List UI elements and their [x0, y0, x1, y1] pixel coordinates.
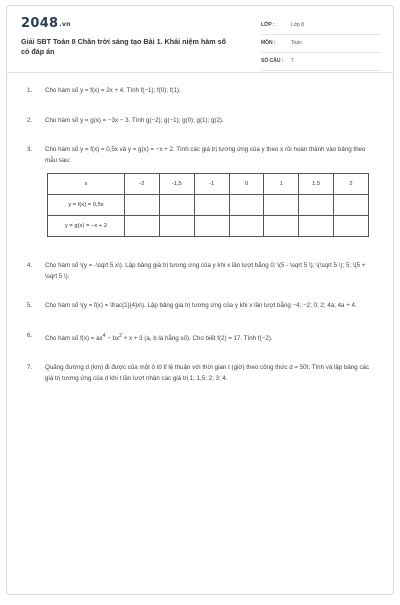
- table-cell-empty: [229, 216, 264, 237]
- table-cell-empty: [334, 216, 369, 237]
- table-cell-empty: [299, 216, 334, 237]
- site-logo[interactable]: [21, 16, 71, 31]
- question-number: 1.: [27, 87, 33, 94]
- table-cell: -1,5: [159, 174, 194, 195]
- question-list: [7, 86, 393, 384]
- meta-value: Lớp 8: [291, 22, 305, 28]
- question-number: 5.: [27, 302, 33, 309]
- meta-value: Toán: [291, 40, 302, 46]
- table-cell: 2: [334, 174, 369, 195]
- meta-label: SỐ CÂU :: [261, 58, 284, 64]
- values-table: [47, 173, 369, 237]
- question-text: [45, 332, 273, 342]
- question-number: 3.: [27, 146, 33, 153]
- table-cell-empty: [159, 216, 194, 237]
- question-number: 6.: [27, 331, 33, 339]
- question-1: [7, 86, 393, 97]
- table-cell-empty: [264, 195, 299, 216]
- table-cell: 0: [229, 174, 264, 195]
- meta-row-class: [261, 19, 381, 35]
- question-text: Cho hàm số y = f(x) = 2x + 4. Tính f(−1); f(0); f(1).: [45, 87, 181, 94]
- table-cell: 1,5: [299, 174, 334, 195]
- table-cell-empty: [159, 195, 194, 216]
- question-text: Cho hàm số y = g(x) = −3x − 3. Tính g(−2); g(−1); g(0); g(1); g(2).: [45, 116, 224, 124]
- table-cell: -1: [194, 174, 229, 195]
- logo-suffix: .vn: [59, 21, 71, 28]
- meta-value: 7: [291, 58, 294, 64]
- question-5: [7, 301, 393, 312]
- question-3: [7, 145, 393, 237]
- table-cell-empty: [125, 216, 160, 237]
- question-number: 2.: [27, 116, 33, 124]
- text-part: − bx: [105, 334, 120, 342]
- table-row-label: y = g(x) = −x + 2: [48, 216, 125, 237]
- table-header-row: [48, 174, 369, 195]
- table-cell: -2: [125, 174, 160, 195]
- document-title: Giải SBT Toán 8 Chân trời sáng tạo Bài 1. Khái niệm hàm số có đáp án: [21, 37, 227, 56]
- table-cell-empty: [264, 216, 299, 237]
- table-cell-empty: [194, 195, 229, 216]
- question-text: Quãng đường d (km) đi được của một ô tô tỉ lệ thuận với thời gian t (giờ) theo công thức d = 50t. Tính và lập bảng các giá trị tương ứng của d khi t lần lượt nhận các giá trị 1; 1,5; 2; 3; 4.: [45, 364, 370, 382]
- question-7: [7, 363, 393, 384]
- meta-label: MÔN :: [261, 40, 276, 46]
- table-row: [48, 216, 369, 237]
- question-text: Cho hàm số \(y = f(x) = \frac{1}{4}x\). Lập bảng giá trị tương ứng của y khi x lần lượt bằng −4; −2; 0; 2; 4a; 4a + 4.: [45, 302, 357, 309]
- question-text: Cho hàm số y = f(x) = 0,5x và y = g(x) = −x + 2. Tính các giá trị tương ứng của y theo x rồi hoàn thành vào bảng theo mẫu sau:: [45, 146, 366, 164]
- question-number: 4.: [27, 262, 33, 269]
- logo-text: 2048: [21, 16, 59, 31]
- table-row: [48, 195, 369, 216]
- question-2: [7, 116, 393, 127]
- document-header: [7, 6, 393, 73]
- table-cell: x: [48, 174, 125, 195]
- meta-label: LỚP :: [261, 22, 275, 28]
- meta-row-count: [261, 55, 381, 71]
- question-number: 7.: [27, 364, 33, 372]
- table-cell-empty: [299, 195, 334, 216]
- table-cell-empty: [229, 195, 264, 216]
- table-cell-empty: [194, 216, 229, 237]
- question-6: [7, 331, 393, 345]
- question-text: Cho hàm số \(y = -\sqrt 5 x\). Lập bảng giá trị tương ứng của y khi x lần lượt bằng 0; \(5 - \sqrt 5 \); \(\sqrt 5 \); 5; \(5 + \sqrt 5 \).: [45, 262, 366, 280]
- table-cell-empty: [334, 195, 369, 216]
- exponent: 2: [119, 332, 122, 339]
- table-cell-empty: [125, 195, 160, 216]
- text-part: Cho hàm số f(x) = ax: [45, 334, 103, 342]
- exponent: 4: [102, 332, 106, 339]
- question-4: [7, 261, 393, 282]
- document-meta: [261, 19, 381, 73]
- meta-row-subject: [261, 37, 381, 53]
- text-part: + x + 3 (a, b là hằng số). Cho biết f(2) = 17. Tính f(−2).: [121, 334, 273, 342]
- document-page: [6, 5, 394, 595]
- table-row-label: y = f(x) = 0,5x: [48, 195, 125, 216]
- table-cell: 1: [264, 174, 299, 195]
